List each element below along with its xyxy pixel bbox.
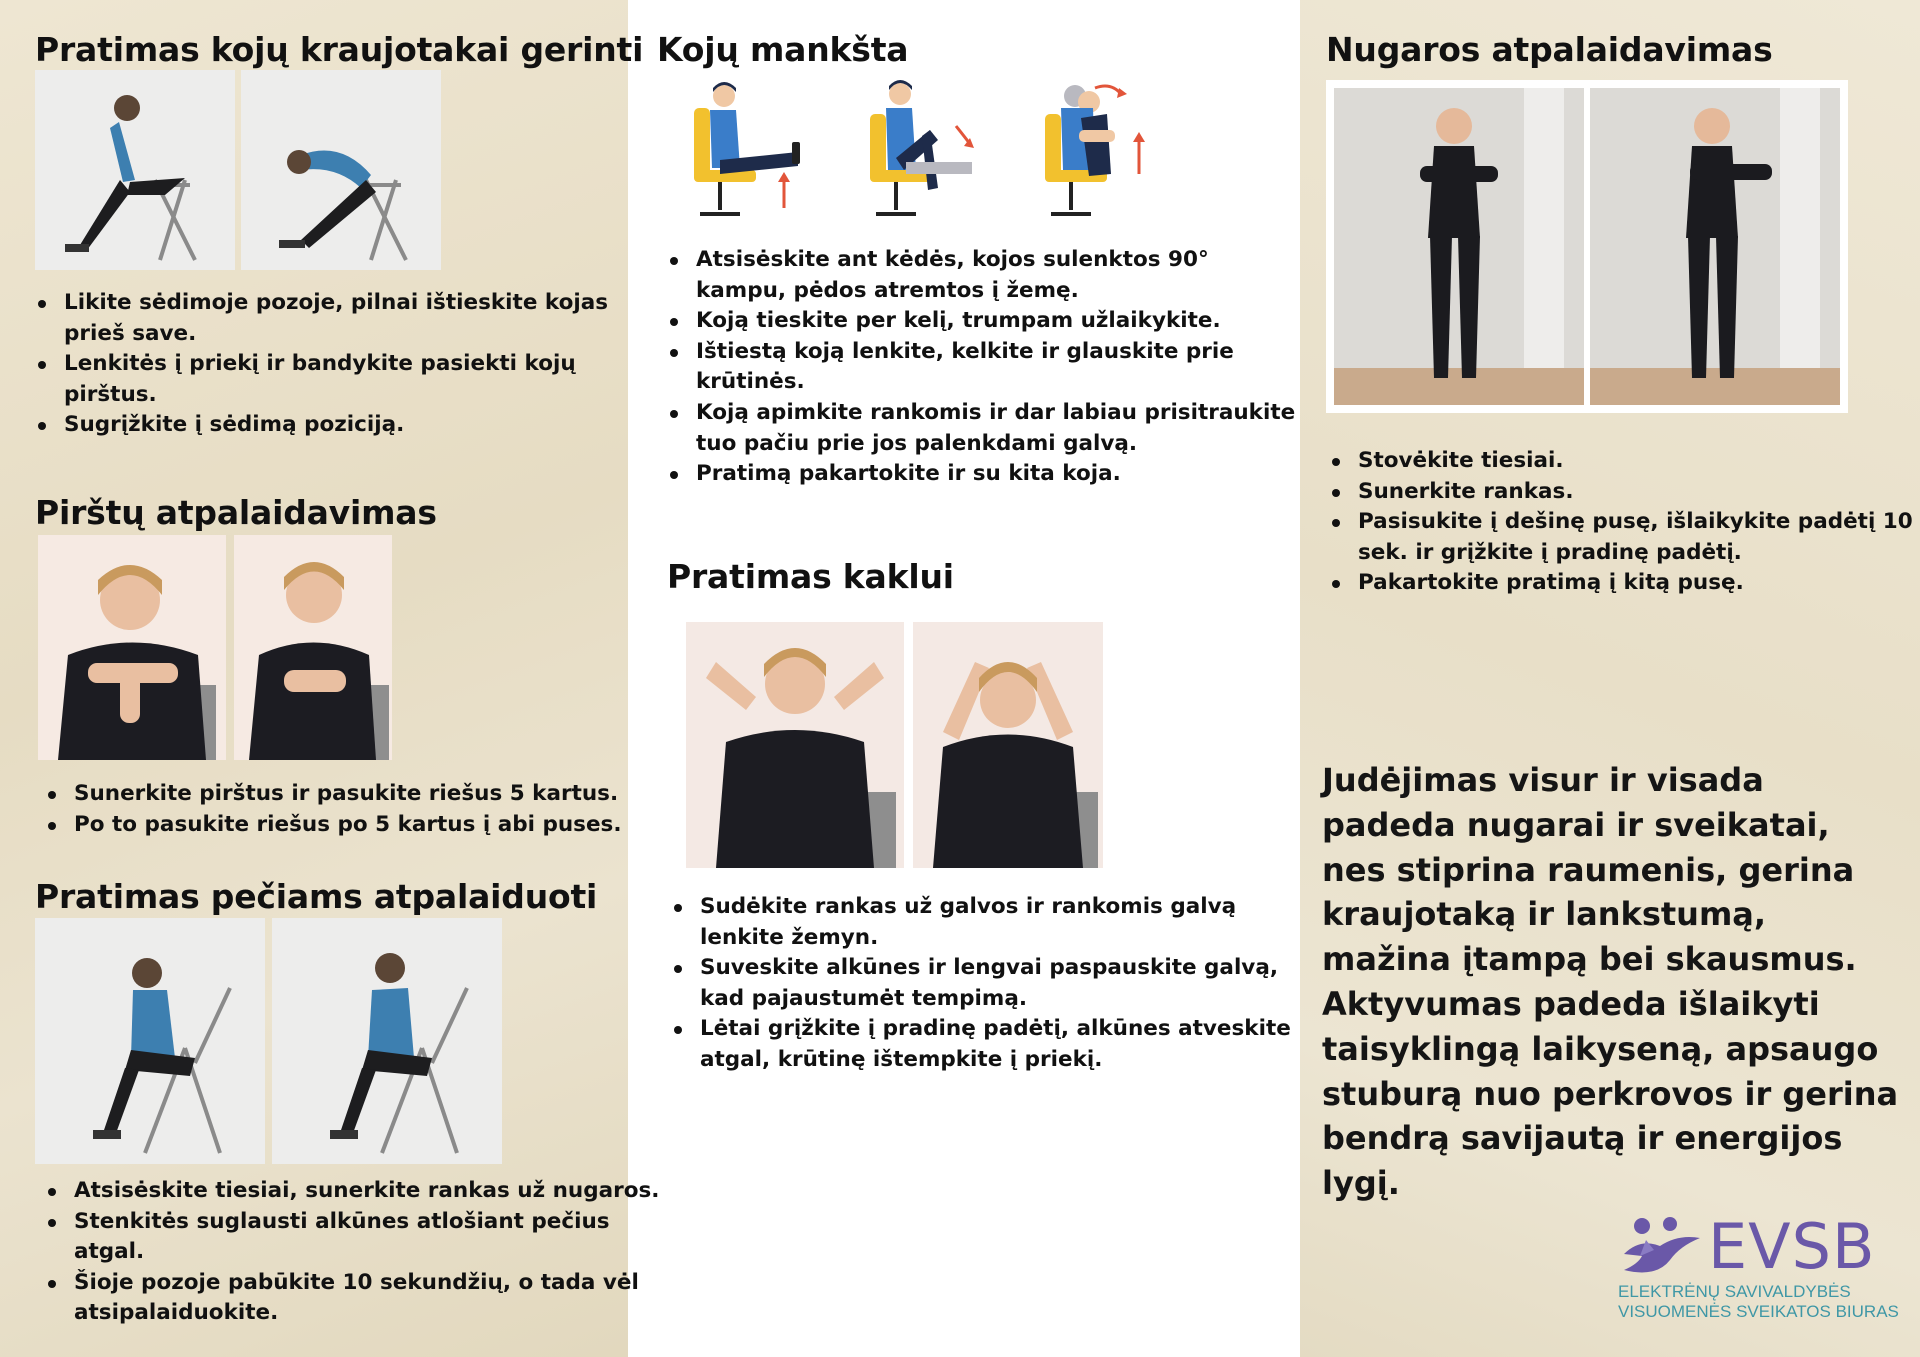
list-item: Atsisėskite ant kėdės, kojos sulenktos 90° kampu, pėdos atremtos į žemę. xyxy=(696,245,1296,306)
list-item: Suveskite alkūnes ir lengvai paspauskite galvą, kad pajaustumėt tempimą. xyxy=(700,953,1310,1014)
list-item: Koją apimkite rankomis ir dar labiau prisitraukite tuo pačiu prie jos palenkdami galvą. xyxy=(696,398,1296,459)
list-item: Lenkitės į priekį ir bandykite pasiekti kojų pirštus. xyxy=(64,349,624,410)
knee-raise-illustration xyxy=(860,78,990,226)
leg-circulation-title: Pratimas kojų kraujotakai gerinti xyxy=(35,30,644,69)
list-item: Pasisukite į dešinę pusę, išlaikykite padėtį 10 sek. ir grįžkite į pradinę padėtį. xyxy=(1358,507,1920,568)
knee-hug-illustration xyxy=(1035,78,1165,226)
list-item: Lėtai grįžkite į pradinę padėtį, alkūnes atveskite atgal, krūtinę ištempkite į priekį. xyxy=(700,1014,1310,1075)
forward-bend-photo-1 xyxy=(35,70,235,270)
shoulder-relax-photo-1 xyxy=(35,918,265,1164)
evsb-logo-mark-icon xyxy=(1620,1216,1702,1286)
finger-relax-photo-1 xyxy=(38,535,226,760)
list-item: Sunerkite pirštus ir pasukite riešus 5 kartus. xyxy=(74,779,634,810)
list-item: Stovėkite tiesiai. xyxy=(1358,446,1920,477)
leg-extend-illustration xyxy=(680,78,810,226)
list-item: Likite sėdimoje pozoje, pilnai ištieskite kojas prieš save. xyxy=(64,288,624,349)
list-item: Pratimą pakartokite ir su kita koja. xyxy=(696,459,1296,490)
back-relax-title: Nugaros atpalaidavimas xyxy=(1326,30,1773,69)
shoulder-relax-steps xyxy=(40,1176,664,1329)
forward-bend-photo-2 xyxy=(241,70,441,270)
finger-relax-steps xyxy=(40,779,634,840)
back-relax-steps xyxy=(1324,446,1920,599)
logo-abbreviation: EVSB xyxy=(1708,1210,1876,1283)
list-item: Po to pasukite riešus po 5 kartus į abi puses. xyxy=(74,810,634,841)
logo-line-1: ELEKTRĖNŲ SAVIVALDYBĖS xyxy=(1618,1282,1851,1301)
finger-relax-title: Pirštų atpalaidavimas xyxy=(35,493,437,532)
neck-exercise-photo-2 xyxy=(913,622,1103,868)
list-item: Stenkitės suglausti alkūnes atlošiant pečius atgal. xyxy=(74,1207,664,1268)
neck-exercise-title: Pratimas kaklui xyxy=(667,557,954,596)
neck-exercise-photo-1 xyxy=(686,622,904,868)
list-item: Pakartokite pratimą į kitą pusę. xyxy=(1358,568,1920,599)
closing-paragraph: Judėjimas visur ir visada padeda nugarai ir sveikatai, nes stiprina raumenis, gerina kraujotaką ir lankstumą, mažina įtampą bei skausmus. Aktyvumas padeda išlaikyti taisyklingą laikyseną, apsaugo stuburą nuo perkrovos ir gerina bendrą savijautą ir energijos lygį. xyxy=(1322,761,1899,1203)
neck-exercise-steps xyxy=(666,892,1310,1076)
leg-exercise-steps xyxy=(662,245,1296,490)
leg-exercise-title: Kojų mankšta xyxy=(657,30,909,69)
list-item: Šioje pozoje pabūkite 10 sekundžių, o tada vėl atsipalaiduokite. xyxy=(74,1268,664,1329)
list-item: Atsisėskite tiesiai, sunerkite rankas už nugaros. xyxy=(74,1176,664,1207)
shoulder-relax-title: Pratimas pečiams atpalaiduoti xyxy=(35,877,598,916)
back-relax-photo-frame xyxy=(1326,80,1848,413)
logo-line-2: VISUOMENĖS SVEIKATOS BIURAS xyxy=(1618,1302,1899,1321)
list-item: Sudėkite rankas už galvos ir rankomis galvą lenkite žemyn. xyxy=(700,892,1310,953)
list-item: Koją tieskite per kelį, trumpam užlaikykite. xyxy=(696,306,1296,337)
list-item: Sunerkite rankas. xyxy=(1358,477,1920,508)
leg-circulation-steps xyxy=(30,288,624,441)
finger-relax-photo-2 xyxy=(234,535,392,760)
shoulder-relax-photo-2 xyxy=(272,918,502,1164)
evsb-logo xyxy=(1612,1210,1899,1330)
list-item: Sugrįžkite į sėdimą poziciją. xyxy=(64,410,624,441)
list-item: Ištiestą koją lenkite, kelkite ir glauskite prie krūtinės. xyxy=(696,337,1296,398)
